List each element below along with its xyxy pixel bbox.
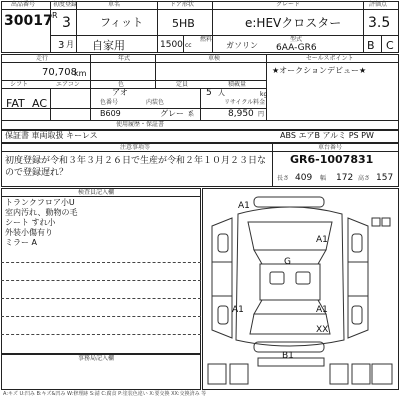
load-unit: kg [260,91,268,98]
fuel-label: 燃料 [200,36,213,43]
grade-label: グレード [276,1,301,8]
model-label: 型式 [290,36,303,43]
doors-label: ドア形状 [170,1,194,8]
sales-point: ★オークションデビュー★ [272,66,367,75]
grade-letter-b: B [367,39,375,52]
length-value: 409 [295,173,313,183]
inspector-line: 外装小傷有り [5,228,53,237]
recycle-unit: 円 [258,111,265,118]
damage-mark: A1 [316,235,328,245]
mileage-value: 70,708 [42,67,77,78]
recycle-label: リサイクル料金 [224,99,266,106]
month-unit: 月 [66,40,74,49]
lot-label: 出品番号 [11,1,36,8]
doors-value: 5HB [172,17,195,30]
inspector-line: ミラー A [5,238,38,247]
height-value: 157 [376,173,394,183]
capacity-value: 5 [206,88,212,98]
inspect-label: 車検 [208,55,221,62]
footer-legend: A:キズ U:凹み B:キズ&凹み W:修理跡 S:錆 C:腐食 P:塗装色違い X:要交換 XX:交換済み 等 [3,391,207,397]
recycle-value: 8,950 [228,109,254,119]
warranty-label: 使用履歴・保証書 [116,121,165,128]
damage-mark: A1 [238,201,250,211]
width-value: 172 [336,173,354,183]
year-label: 初度登録 [53,1,78,8]
model-value: 6AA-GR6 [276,43,317,53]
damage-mark: B1 [282,351,294,361]
capacity-unit: 人 [218,89,225,97]
fuel-value: ガソリン [226,41,258,50]
inspector-line: シート すれ小 [5,218,56,227]
color-no-value: B609 [100,109,121,118]
usage-value: 自家用 [92,39,125,52]
mileage-unit: km [74,69,87,78]
damage-mark: A1 [232,305,244,315]
month-value: 3 [58,40,65,51]
damage-mark: A1 [316,305,328,315]
interior-label: 内装色 [146,99,165,106]
lot-number: 30017 [4,13,53,29]
int-color-unit: 系 [188,111,195,118]
damage-mark: G [284,257,291,267]
notes-text: 初度登録が令和３年３月２６日で生産が令和２年１０月２３日なので登録遅れ？ [5,156,267,178]
chassis-number: GR6-1007831 [290,153,374,166]
car-name: フィット [100,16,144,29]
year-era: R [52,11,58,20]
shift-label: シフト [10,81,29,88]
warranty-value: 保証書 車両取扱 キーレス [5,131,98,140]
color-no-label: 色番号 [100,99,119,106]
cc-unit: cc [185,42,192,49]
notes-header: 注意事項等 [120,144,151,151]
inspector-line: トランクフロア小U [5,198,75,207]
tenure-label: 年式 [118,55,131,62]
displacement-value: 1500 [160,40,183,50]
inspector-header: 検査員記入欄 [78,189,115,196]
grade-value: e:HEVクロスター [245,16,342,30]
chassis-label: 車台番号 [318,144,343,151]
ac-value: AC [32,97,48,110]
grade-letter-c: C [386,39,394,52]
length-label: 長さ [277,175,290,182]
mileage-label: 走行 [36,55,49,62]
score-label: 評価点 [369,1,388,8]
name-label: 車名 [108,1,121,8]
color-value: アオ [112,88,128,97]
width-label: 幅 [320,175,327,182]
shift-value: FAT [6,97,25,110]
damage-mark: XX [316,325,329,335]
inspector-line: 室内汚れ、動物の毛 [5,208,78,217]
interior-value: グレー [160,109,184,118]
load-label: 積載量 [228,81,247,88]
ac-label: エアコン [56,81,80,88]
height-label: 高さ [358,175,371,182]
color-label: 色 [118,81,125,88]
sales-point-label: セールスポイント [306,55,354,62]
equipment-value: ABS エアB アルミ PS PW [280,131,374,140]
score-value: 3.5 [368,15,391,31]
office-header: 事務局記入欄 [78,355,115,362]
year-num: 3 [62,15,71,31]
capacity-label: 定員 [176,81,189,88]
